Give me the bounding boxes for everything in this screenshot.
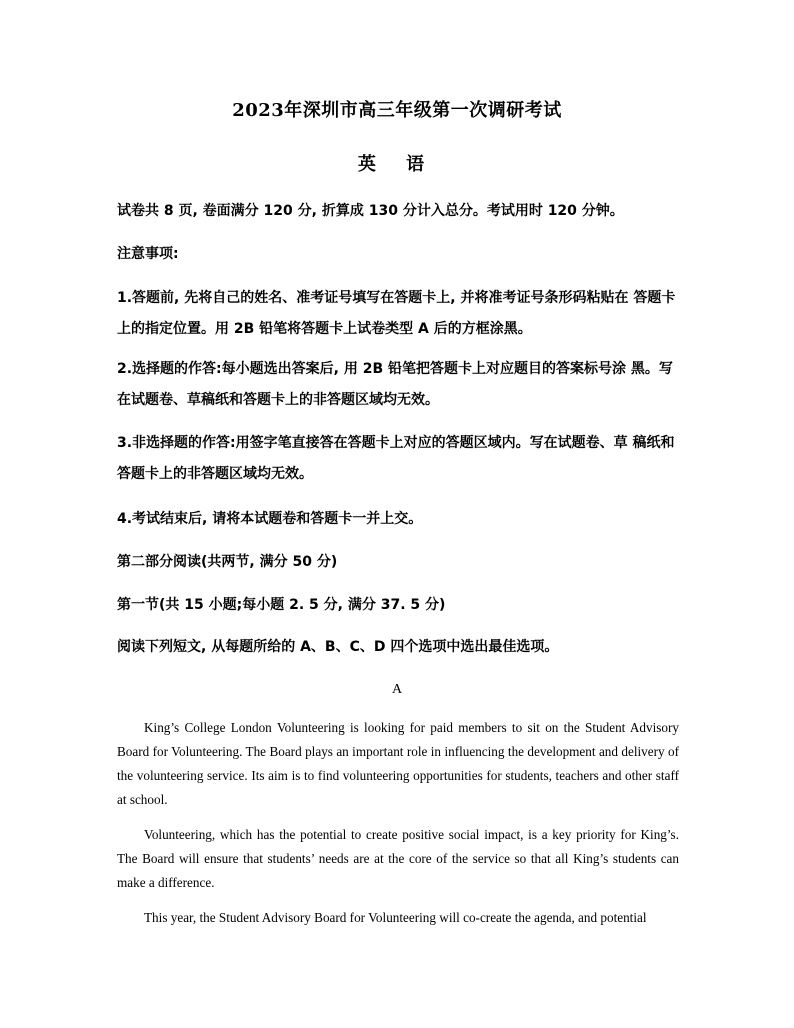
note-item-1: 1.答题前, 先将自己的姓名、准考证号填写在答题卡上, 并将准考证号条形码粘贴在 答题卡上的指定位置。用 2B 铅笔将答题卡上试卷类型 A 后的方框涂黑。 [117,290,676,337]
subject-heading: 英 语 [357,154,437,175]
passage-paragraph-3: This year, the Student Advisory Board for Volunteering will co-create the agenda, and potential [144,910,647,925]
exam-title: 2023年深圳市高三年级第一次调研考试 [232,100,562,121]
note-item-4: 4.考试结束后, 请将本试题卷和答题卡一并上交。 [117,511,423,527]
exam-intro: 试卷共 8 页, 卷面满分 120 分, 折算成 130 分计入总分。考试用时 120 分钟。 [117,203,624,219]
passage-paragraph-2: Volunteering, which has the potential to create positive social impact, is a key priority for King’s. The Board will ensure that students’ needs are at the core of the service so that all King’s students can make a difference. [117,827,679,890]
note-item-3: 3.非选择题的作答:用签字笔直接答在答题卡上对应的答题区域内。写在试题卷、草 稿纸和答题卡上的非答题区域均无效。 [117,435,675,482]
part-two-heading: 第二部分阅读(共两节, 满分 50 分) [117,554,338,570]
passage-paragraph-1: King’s College London Volunteering is looking for paid members to sit on the Student Advisory Board for Volunteering. The Board plays an important role in influencing the development and delivery of the volunteering service. Its aim is to find volunteering opportunities for students, teachers and other staff at school. [117,720,679,807]
notes-heading: 注意事项: [117,246,179,262]
note-item-2: 2.选择题的作答:每小题选出答案后, 用 2B 铅笔把答题卡上对应题目的答案标号涂 黑。写在试题卷、草稿纸和答题卡上的非答题区域均无效。 [117,361,673,408]
section-one-heading: 第一节(共 15 小题;每小题 2. 5 分, 满分 37. 5 分) [117,597,446,613]
passage-label: A [391,682,403,697]
reading-instruction: 阅读下列短文, 从每题所给的 A、B、C、D 四个选项中选出最佳选项。 [117,639,559,655]
